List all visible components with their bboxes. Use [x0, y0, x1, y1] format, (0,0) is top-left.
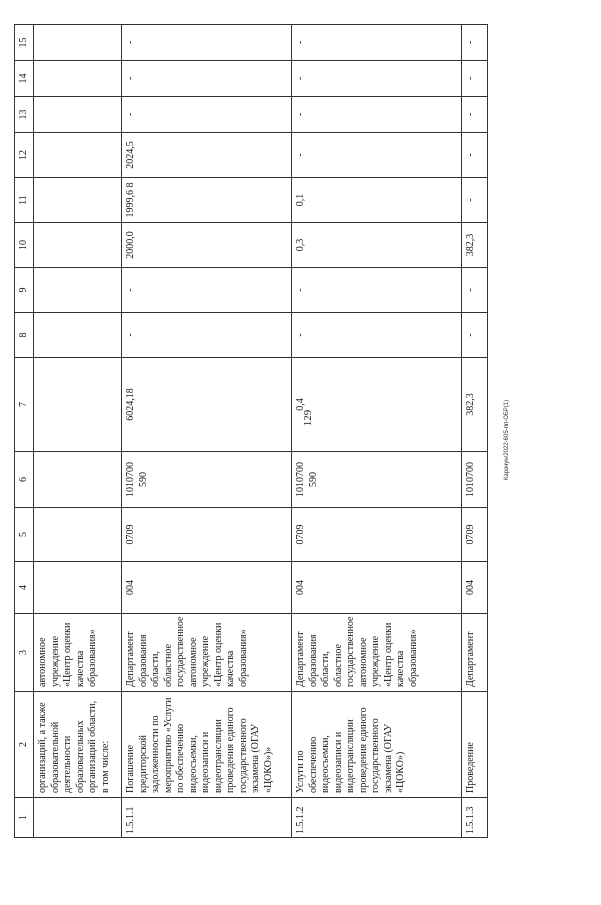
cell-col9: [34, 268, 122, 313]
row-description: организаций, а также образовательной деятельности образовательных организаций области, в том числе:: [34, 692, 122, 798]
column-number: 8: [15, 313, 34, 358]
row-executor: Департамент образования области, областное государственное автономное учреждение «Центр оценки качества образования»: [292, 614, 462, 692]
row-code: 1.5.1.2: [292, 798, 462, 838]
column-number: 9: [15, 268, 34, 313]
row-executor: автономное учреждение «Центр оценки качества образования»: [34, 614, 122, 692]
column-number: 11: [15, 178, 34, 223]
budget-table: [14, 24, 488, 838]
column-number: 5: [15, 508, 34, 562]
cell-col8: -: [122, 313, 292, 358]
table-row: [34, 25, 122, 838]
cell-col7: 382,3: [462, 358, 488, 452]
cell-col12: [34, 133, 122, 178]
cell-col10: 0,3: [292, 223, 462, 268]
cell-col11: 1999,6 8: [122, 178, 292, 223]
cell-col4: 004: [462, 562, 488, 614]
cell-col9: -: [462, 268, 488, 313]
column-number: 15: [15, 25, 34, 61]
cell-col11: 0,1: [292, 178, 462, 223]
cell-col6: 1010700 590: [122, 452, 292, 508]
cell-col10: [34, 223, 122, 268]
row-code: [34, 798, 122, 838]
cell-col9: -: [122, 268, 292, 313]
cell-col12: 2024,5: [122, 133, 292, 178]
cell-col7: 0,4: [292, 358, 462, 452]
column-number: 6: [15, 452, 34, 508]
cell-col15: [34, 25, 122, 61]
document-side-note: Карачун/2022-605-пп-ОБР(1): [504, 399, 510, 481]
table-row: [462, 25, 488, 838]
cell-col14: [34, 61, 122, 97]
row-executor: Департамент образования области, областное государственное автономное учреждение «Центр оценки качества образования»: [122, 614, 292, 692]
cell-col8: -: [462, 313, 488, 358]
cell-col15: -: [292, 25, 462, 61]
cell-col11: -: [462, 178, 488, 223]
column-number: 7: [15, 358, 34, 452]
table-row: [292, 25, 462, 838]
cell-col4: 004: [122, 562, 292, 614]
cell-col5: [34, 508, 122, 562]
cell-col9: -: [292, 268, 462, 313]
column-number-row: [15, 25, 34, 838]
row-description: Услуги по обеспечению видеосъемки, видеозаписи и видеотрансляции проведения единого государственного экзамена (ОГАУ «ЦОКО»): [292, 692, 462, 798]
cell-col4: [34, 562, 122, 614]
cell-col6: 1010700: [462, 452, 488, 508]
cell-col5: 0709: [292, 508, 462, 562]
cell-col15: -: [122, 25, 292, 61]
page-number: 129: [302, 409, 314, 427]
column-number: 14: [15, 61, 34, 97]
table-row: [122, 25, 292, 838]
cell-col4: 004: [292, 562, 462, 614]
cell-col11: [34, 178, 122, 223]
cell-col7: 6024,18: [122, 358, 292, 452]
row-code: 1.5.1.3: [462, 798, 488, 838]
cell-col10: 2000,0: [122, 223, 292, 268]
column-number: 2: [15, 692, 34, 798]
cell-col13: -: [292, 97, 462, 133]
column-number: 1: [15, 798, 34, 838]
cell-col14: -: [462, 61, 488, 97]
cell-col6: 1010700 590: [292, 452, 462, 508]
cell-col5: 0709: [122, 508, 292, 562]
row-code: 1.5.1.1: [122, 798, 292, 838]
column-number: 10: [15, 223, 34, 268]
cell-col13: -: [122, 97, 292, 133]
cell-col8: [34, 313, 122, 358]
column-number: 13: [15, 97, 34, 133]
row-description: Погашение кредиторской задолженности по мероприятию «Услуги по обеспечению видеосъемки, видеозаписи и видеотрансляции проведения единого государственного экзамена (ОГАУ «ЦОКО»)»: [122, 692, 292, 798]
cell-col13: -: [462, 97, 488, 133]
cell-col10: 382,3: [462, 223, 488, 268]
cell-col14: -: [292, 61, 462, 97]
cell-col12: -: [292, 133, 462, 178]
cell-col14: -: [122, 61, 292, 97]
cell-col13: [34, 97, 122, 133]
cell-col8: -: [292, 313, 462, 358]
rotated-table-wrapper: [14, 37, 488, 838]
cell-col5: 0709: [462, 508, 488, 562]
cell-col15: -: [462, 25, 488, 61]
row-description: Проведение: [462, 692, 488, 798]
row-executor: Департамент: [462, 614, 488, 692]
column-number: 3: [15, 614, 34, 692]
cell-col6: [34, 452, 122, 508]
column-number: 12: [15, 133, 34, 178]
cell-col7: [34, 358, 122, 452]
cell-col12: -: [462, 133, 488, 178]
column-number: 4: [15, 562, 34, 614]
